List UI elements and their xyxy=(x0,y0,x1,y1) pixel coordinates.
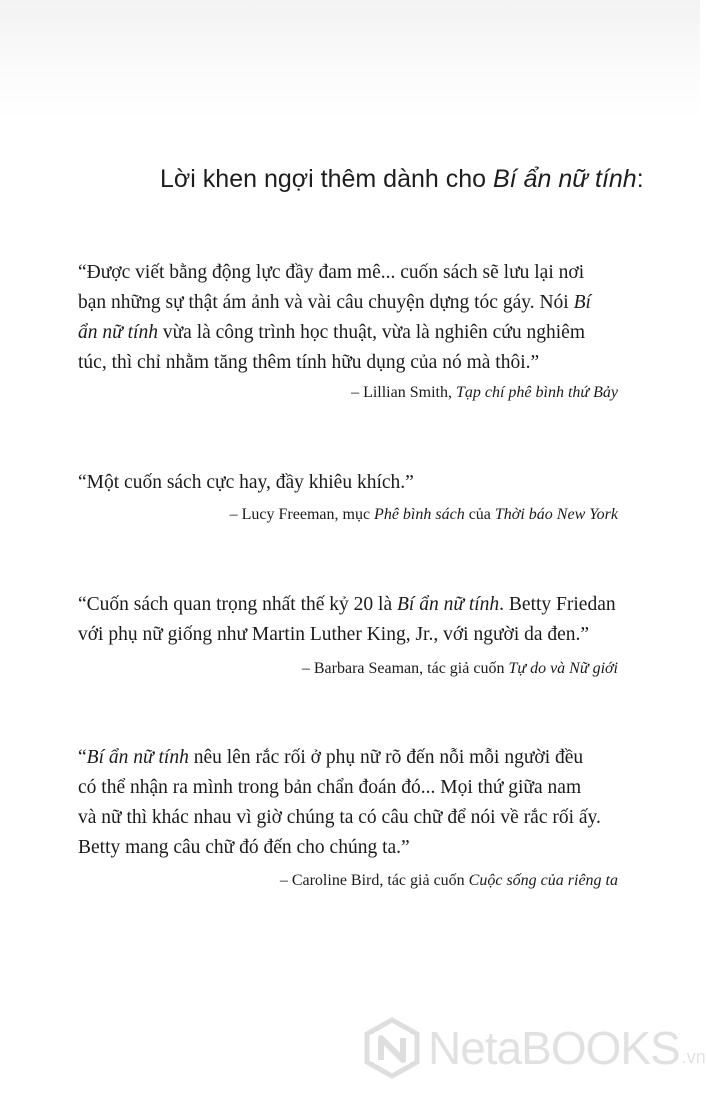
quote-line: với phụ nữ giống như Martin Luther King, Jr., với người da đen.” xyxy=(78,624,590,645)
quote-line: “Cuốn sách quan trọng nhất thế kỷ 20 là Bí ẩn nữ tính. Betty Friedan xyxy=(78,594,616,615)
quote-caroline-bird xyxy=(78,743,638,863)
attribution-caroline-bird: – Caroline Bird, tác giả cuốn Cuộc sống của riêng ta xyxy=(279,872,618,889)
attribution-lillian-smith: – Lillian Smith, Tạp chí phê bình thứ Bảy xyxy=(351,384,618,401)
quote-line: Betty mang câu chữ đó đến cho chúng ta.” xyxy=(78,837,410,858)
quote-lillian-smith xyxy=(78,258,638,378)
quote-line: có thể nhận ra mình trong bản chẩn đoán đó... Mọi thứ giữa nam xyxy=(78,777,582,798)
quote-barbara-seaman xyxy=(78,590,638,650)
quote-line: “Một cuốn sách cực hay, đầy khiêu khích.” xyxy=(78,472,414,493)
quote-line: và nữ thì khác nhau vì giờ chúng ta có câu chữ để nói về rắc rối ấy. xyxy=(78,807,601,828)
watermark-suffix: .vn xyxy=(681,1047,706,1067)
quote-line: “Được viết bằng động lực đầy đam mê... cuốn sách sẽ lưu lại nơi xyxy=(78,262,585,283)
netabooks-watermark xyxy=(364,1018,706,1078)
quote-line: túc, thì chỉ nhằm tăng thêm tính hữu dụng của nó mà thôi.” xyxy=(78,352,540,373)
attribution-barbara-seaman: – Barbara Seaman, tác giả cuốn Tự do và Nữ giới xyxy=(301,660,618,677)
netabooks-logo-icon xyxy=(364,1018,420,1078)
page-title: Lời khen ngợi thêm dành cho Bí ẩn nữ tính: xyxy=(160,165,644,193)
watermark-brand: NetaBOOKS xyxy=(428,1022,680,1074)
quote-lucy-freeman xyxy=(78,468,638,498)
quote-line: “Bí ẩn nữ tính nêu lên rắc rối ở phụ nữ rõ đến nỗi mỗi người đều xyxy=(78,747,584,768)
attribution-lucy-freeman: – Lucy Freeman, mục Phê bình sách của Thời báo New York xyxy=(229,506,618,523)
quote-line: ẩn nữ tính vừa là công trình học thuật, vừa là nghiên cứu nghiêm xyxy=(78,322,585,343)
quote-line: bạn những sự thật ám ảnh và vài câu chuyện dựng tóc gáy. Nói Bí xyxy=(78,292,591,313)
